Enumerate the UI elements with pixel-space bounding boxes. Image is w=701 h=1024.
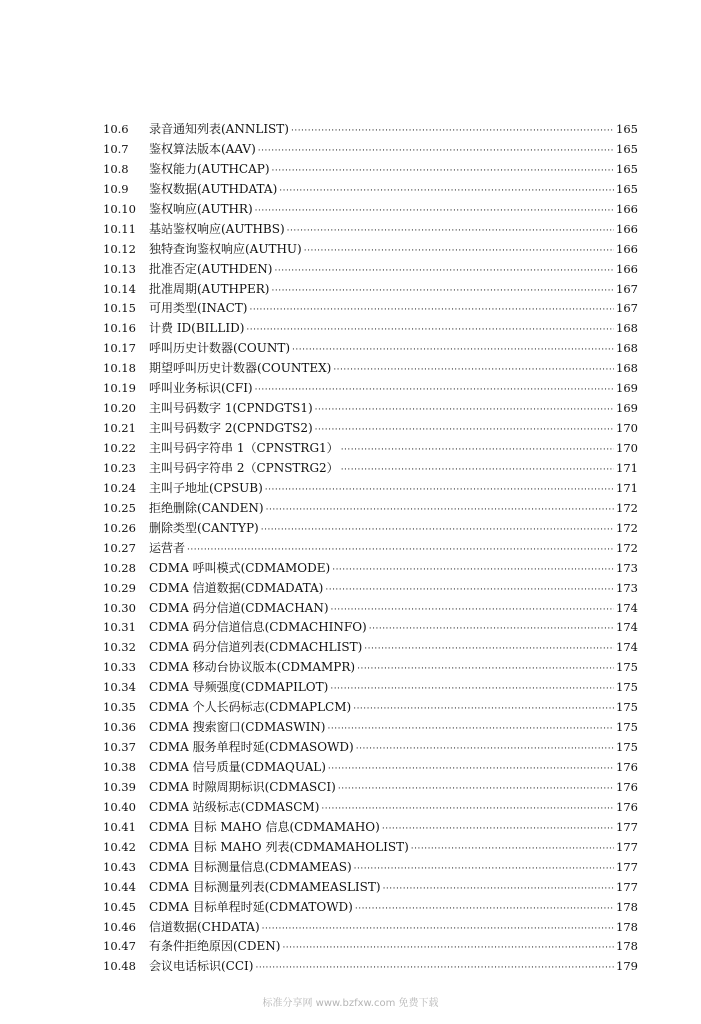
toc-entry	[103, 240, 638, 260]
toc-entry-title: CDMA 目标单程时延(CDMATOWD)	[149, 899, 353, 914]
toc-entry-page: 167	[616, 281, 638, 296]
toc-entry	[103, 359, 638, 379]
toc-entry-page: 177	[616, 839, 638, 854]
toc-entry-page: 172	[616, 500, 638, 515]
toc-entry-title: 拒绝删除(CANDEN)	[149, 500, 264, 515]
toc-entry-number: 10.37	[103, 740, 136, 755]
toc-entry-number: 10.24	[103, 480, 136, 495]
dot-leader	[341, 461, 614, 481]
toc-entry-number: 10.20	[103, 401, 136, 416]
toc-entry-number: 10.18	[103, 361, 136, 376]
toc-entry	[103, 898, 638, 918]
dot-leader	[328, 720, 615, 740]
toc-entry	[103, 698, 638, 718]
dot-leader	[341, 441, 614, 461]
toc-entry	[103, 937, 638, 957]
toc-entry	[103, 638, 638, 658]
toc-entry-number: 10.12	[103, 241, 136, 256]
toc-entry	[103, 658, 638, 678]
dot-leader	[411, 840, 614, 860]
dot-leader	[255, 959, 614, 979]
toc-entry-page: 177	[616, 879, 638, 894]
toc-entry-title: 信道数据(CHDATA)	[149, 919, 260, 934]
toc-entry-number: 10.17	[103, 341, 136, 356]
dot-leader	[354, 860, 614, 880]
toc-entry	[103, 280, 638, 300]
dot-leader	[262, 920, 614, 940]
toc-entry-page: 173	[616, 580, 638, 595]
toc-entry-title: CDMA 导频强度(CDMAPILOT)	[149, 680, 329, 695]
toc-entry-number: 10.13	[103, 261, 136, 276]
toc-entry-page: 172	[616, 540, 638, 555]
toc-entry-title: CDMA 个人长码标志(CDMAPLCM)	[149, 700, 352, 715]
toc-entry-page: 174	[616, 640, 638, 655]
toc-entry-title: 鉴权能力(AUTHCAP)	[149, 161, 270, 176]
toc-entry-number: 10.48	[103, 959, 136, 974]
toc-entry-title: 基站鉴权响应(AUTHBS)	[149, 221, 285, 236]
toc-entry-number: 10.45	[103, 899, 136, 914]
toc-entry-page: 175	[616, 660, 638, 675]
toc-entry-number: 10.39	[103, 779, 136, 794]
toc-entry-title: CDMA 目标 MAHO 信息(CDMAMAHO)	[149, 819, 380, 834]
toc-entry-number: 10.23	[103, 460, 136, 475]
toc-entry-page: 177	[616, 819, 638, 834]
toc-entry-page: 171	[616, 460, 638, 475]
dot-leader	[271, 282, 614, 302]
toc-entry-title: CDMA 目标测量信息(CDMAMEAS)	[149, 859, 352, 874]
toc-entry-page: 175	[616, 740, 638, 755]
dot-leader	[357, 660, 614, 680]
toc-entry-page: 166	[616, 221, 638, 236]
toc-entry-page: 176	[616, 779, 638, 794]
toc-entry-number: 10.36	[103, 720, 136, 735]
toc-entry	[103, 559, 638, 579]
dot-leader	[315, 421, 614, 441]
toc-entry-page: 169	[616, 381, 638, 396]
toc-entry	[103, 599, 638, 619]
dot-leader	[331, 601, 615, 621]
dot-leader	[330, 680, 614, 700]
toc-entry-title: CDMA 码分信道列表(CDMACHLIST)	[149, 640, 363, 655]
toc-entry-number: 10.46	[103, 919, 136, 934]
toc-entry-page: 175	[616, 700, 638, 715]
toc-entry-page: 166	[616, 261, 638, 276]
toc-entry-number: 10.44	[103, 879, 136, 894]
toc-entry-page: 175	[616, 720, 638, 735]
toc-entry-number: 10.14	[103, 281, 136, 296]
toc-entry-title: 呼叫历史计数器(COUNT)	[149, 341, 291, 356]
dot-leader	[382, 820, 614, 840]
toc-entry-title: CDMA 信道数据(CDMADATA)	[149, 580, 324, 595]
toc-entry-page: 178	[616, 919, 638, 934]
toc-entry-title: 鉴权数据(AUTHDATA)	[149, 181, 278, 196]
toc-entry	[103, 818, 638, 838]
dot-leader	[282, 939, 614, 959]
dot-leader	[356, 740, 614, 760]
toc-entry-number: 10.41	[103, 819, 136, 834]
toc-entry-title: 呼叫业务标识(CFI)	[149, 381, 253, 396]
dot-leader	[292, 341, 614, 361]
toc-entry-number: 10.33	[103, 660, 136, 675]
toc-entry	[103, 618, 638, 638]
dot-leader	[328, 760, 614, 780]
dot-leader	[261, 521, 614, 541]
toc-entry	[103, 339, 638, 359]
toc-entry-title: CDMA 服务单程时延(CDMASOWD)	[149, 740, 354, 755]
dot-leader	[266, 501, 614, 521]
toc-entry-page: 167	[616, 301, 638, 316]
toc-entry-title: CDMA 站级标志(CDMASCM)	[149, 799, 320, 814]
toc-entry-number: 10.6	[103, 122, 129, 136]
toc-entry-page: 168	[616, 361, 638, 376]
dot-leader	[275, 262, 615, 282]
dot-leader	[246, 321, 614, 341]
toc-entry-title: 主叫子地址(CPSUB)	[149, 480, 263, 495]
toc-entry-number: 10.28	[103, 560, 136, 575]
toc-entry	[103, 439, 638, 459]
toc-entry	[103, 858, 638, 878]
toc-entry-page: 176	[616, 760, 638, 774]
toc-entry-number: 10.32	[103, 640, 136, 655]
toc-entry-page: 165	[616, 181, 638, 196]
toc-entry-title: CDMA 码分信道(CDMACHAN)	[149, 600, 329, 615]
toc-entry-page: 169	[616, 401, 638, 416]
toc-entry-number: 10.47	[103, 939, 136, 954]
toc-entry-page: 165	[616, 122, 638, 136]
toc-entry-number: 10.34	[103, 680, 136, 695]
toc-entry-number: 10.8	[103, 161, 129, 176]
toc-entry-title: 期望呼叫历史计数器(COUNTEX)	[149, 361, 332, 376]
toc-entry	[103, 220, 638, 240]
dot-leader	[383, 880, 614, 900]
toc-entry-page: 171	[616, 480, 638, 495]
toc-entry-title: CDMA 目标测量列表(CDMAMEASLIST)	[149, 879, 381, 894]
toc-entry-title: 计费 ID(BILLID)	[149, 321, 245, 336]
toc-entry-page: 179	[616, 959, 638, 974]
toc-entry-page: 170	[616, 421, 638, 436]
toc-entry	[103, 758, 638, 778]
toc-entry	[103, 140, 638, 160]
dot-leader	[255, 202, 614, 222]
dot-leader	[249, 301, 614, 321]
dot-leader	[338, 780, 614, 800]
toc-entry-page: 177	[616, 859, 638, 874]
toc-entry-title: 删除类型(CANTYP)	[149, 520, 259, 535]
toc-entry-number: 10.16	[103, 321, 136, 336]
dot-leader	[333, 361, 614, 381]
toc-entry-page: 175	[616, 680, 638, 695]
toc-entry-title: 会议电话标识(CCI)	[149, 959, 254, 974]
toc-entry-number: 10.43	[103, 859, 136, 874]
toc-entry-number: 10.27	[103, 540, 136, 555]
toc-entry-page: 166	[616, 201, 638, 216]
toc-entry-page: 165	[616, 141, 638, 156]
toc-entry-title: 可用类型(INACT)	[149, 301, 248, 316]
toc-entry-title: 鉴权响应(AUTHR)	[149, 201, 253, 216]
toc-entry	[103, 120, 638, 140]
toc-entry-number: 10.22	[103, 441, 136, 455]
toc-entry-page: 170	[616, 441, 638, 455]
toc-entry	[103, 379, 638, 399]
toc-entry-page: 165	[616, 161, 638, 176]
toc-entry-title: CDMA 移动台协议版本(CDMAMPR)	[149, 660, 356, 675]
watermark-footer: 标准分享网 www.bzfxw.com 免费下载	[262, 998, 439, 1009]
toc-entry-page: 173	[616, 560, 638, 575]
toc-entry-number: 10.35	[103, 700, 136, 715]
toc-entry	[103, 718, 638, 738]
toc-entry-title: 运营者	[149, 540, 186, 555]
dot-leader	[291, 122, 614, 142]
toc-entry	[103, 778, 638, 798]
toc-entry	[103, 878, 638, 898]
toc-entry	[103, 918, 638, 938]
toc-entry-title: CDMA 目标 MAHO 列表(CDMAMAHOLIST)	[149, 839, 409, 854]
dot-leader	[258, 142, 614, 162]
toc-entry-title: CDMA 时隙周期标识(CDMASCI)	[149, 779, 336, 794]
dot-leader	[355, 900, 614, 920]
dot-leader	[332, 561, 614, 581]
toc-entry-title: 主叫号码字符串 2（CPNSTRG2）	[149, 460, 339, 475]
dot-leader	[279, 182, 614, 202]
dot-leader	[325, 581, 614, 601]
toc-entry-number: 10.29	[103, 580, 136, 595]
toc-entry-title: CDMA 呼叫模式(CDMAMODE)	[149, 560, 331, 575]
toc-entry	[103, 838, 638, 858]
toc-entry-title: 主叫号码数字 2(CPNDGTS2)	[149, 421, 313, 436]
toc-entry	[103, 519, 638, 539]
toc-entry-number: 10.21	[103, 421, 136, 436]
dot-leader	[304, 242, 614, 262]
toc-entry	[103, 499, 638, 519]
dot-leader	[272, 162, 615, 182]
toc-entry-title: CDMA 信号质量(CDMAQUAL)	[149, 760, 326, 774]
dot-leader	[369, 620, 614, 640]
toc-entry-title: 有条件拒绝原因(CDEN)	[149, 939, 281, 954]
toc-entry-title: CDMA 码分信道信息(CDMACHINFO)	[149, 620, 367, 635]
toc-entry	[103, 319, 638, 339]
toc-entry-title: 批准否定(AUTHDEN)	[149, 261, 273, 276]
toc-entry-title: CDMA 搜索窗口(CDMASWIN)	[149, 720, 326, 735]
toc-entry-page: 174	[616, 600, 638, 615]
toc-entry-number: 10.19	[103, 381, 136, 396]
toc-entry	[103, 200, 638, 220]
toc-entry-page: 176	[616, 799, 638, 814]
toc-entry-title: 批准周期(AUTHPER)	[149, 281, 270, 296]
dot-leader	[353, 700, 614, 720]
toc-entry-number: 10.30	[103, 600, 136, 615]
toc-entry	[103, 399, 638, 419]
toc-entry	[103, 419, 638, 439]
toc-entry-page: 168	[616, 341, 638, 356]
toc-entry-number: 10.25	[103, 500, 136, 515]
toc-entry	[103, 160, 638, 180]
toc-entry-number: 10.10	[103, 201, 136, 216]
toc-entry	[103, 299, 638, 319]
toc-entry-page: 166	[616, 241, 638, 256]
toc-entry-title: 主叫号码字符串 1（CPNSTRG1）	[149, 441, 339, 455]
dot-leader	[265, 481, 614, 501]
toc-entry-page: 178	[616, 899, 638, 914]
toc-entry-page: 168	[616, 321, 638, 336]
toc-entry-number: 10.9	[103, 181, 129, 196]
toc-entry-title: 主叫号码数字 1(CPNDGTS1)	[149, 401, 313, 416]
toc-entry-title: 鉴权算法版本(AAV)	[149, 141, 256, 156]
toc-entry	[103, 798, 638, 818]
toc-entry-number: 10.42	[103, 839, 136, 854]
toc-entry-page: 174	[616, 620, 638, 635]
toc-entry-number: 10.11	[103, 221, 136, 236]
dot-leader	[364, 640, 614, 660]
toc-entry	[103, 579, 638, 599]
toc-entry-number: 10.31	[103, 620, 136, 635]
dot-leader	[315, 401, 614, 421]
toc-entry	[103, 678, 638, 698]
toc-entry-number: 10.26	[103, 520, 136, 535]
toc-entry-number: 10.15	[103, 301, 136, 316]
toc-entry	[103, 738, 638, 758]
toc-entry-page: 172	[616, 520, 638, 535]
toc-entry-number: 10.7	[103, 141, 129, 156]
table-of-contents	[103, 120, 638, 977]
toc-entry-page: 178	[616, 939, 638, 954]
toc-entry	[103, 479, 638, 499]
toc-entry	[103, 539, 638, 559]
toc-entry	[103, 260, 638, 280]
toc-entry-number: 10.38	[103, 760, 136, 774]
dot-leader	[287, 222, 614, 242]
toc-entry	[103, 459, 638, 479]
toc-entry-title: 独特查询鉴权响应(AUTHU)	[149, 241, 302, 256]
toc-entry-title: 录音通知列表(ANNLIST)	[149, 122, 289, 136]
toc-entry-number: 10.40	[103, 799, 136, 814]
toc-entry	[103, 180, 638, 200]
toc-entry	[103, 957, 638, 977]
